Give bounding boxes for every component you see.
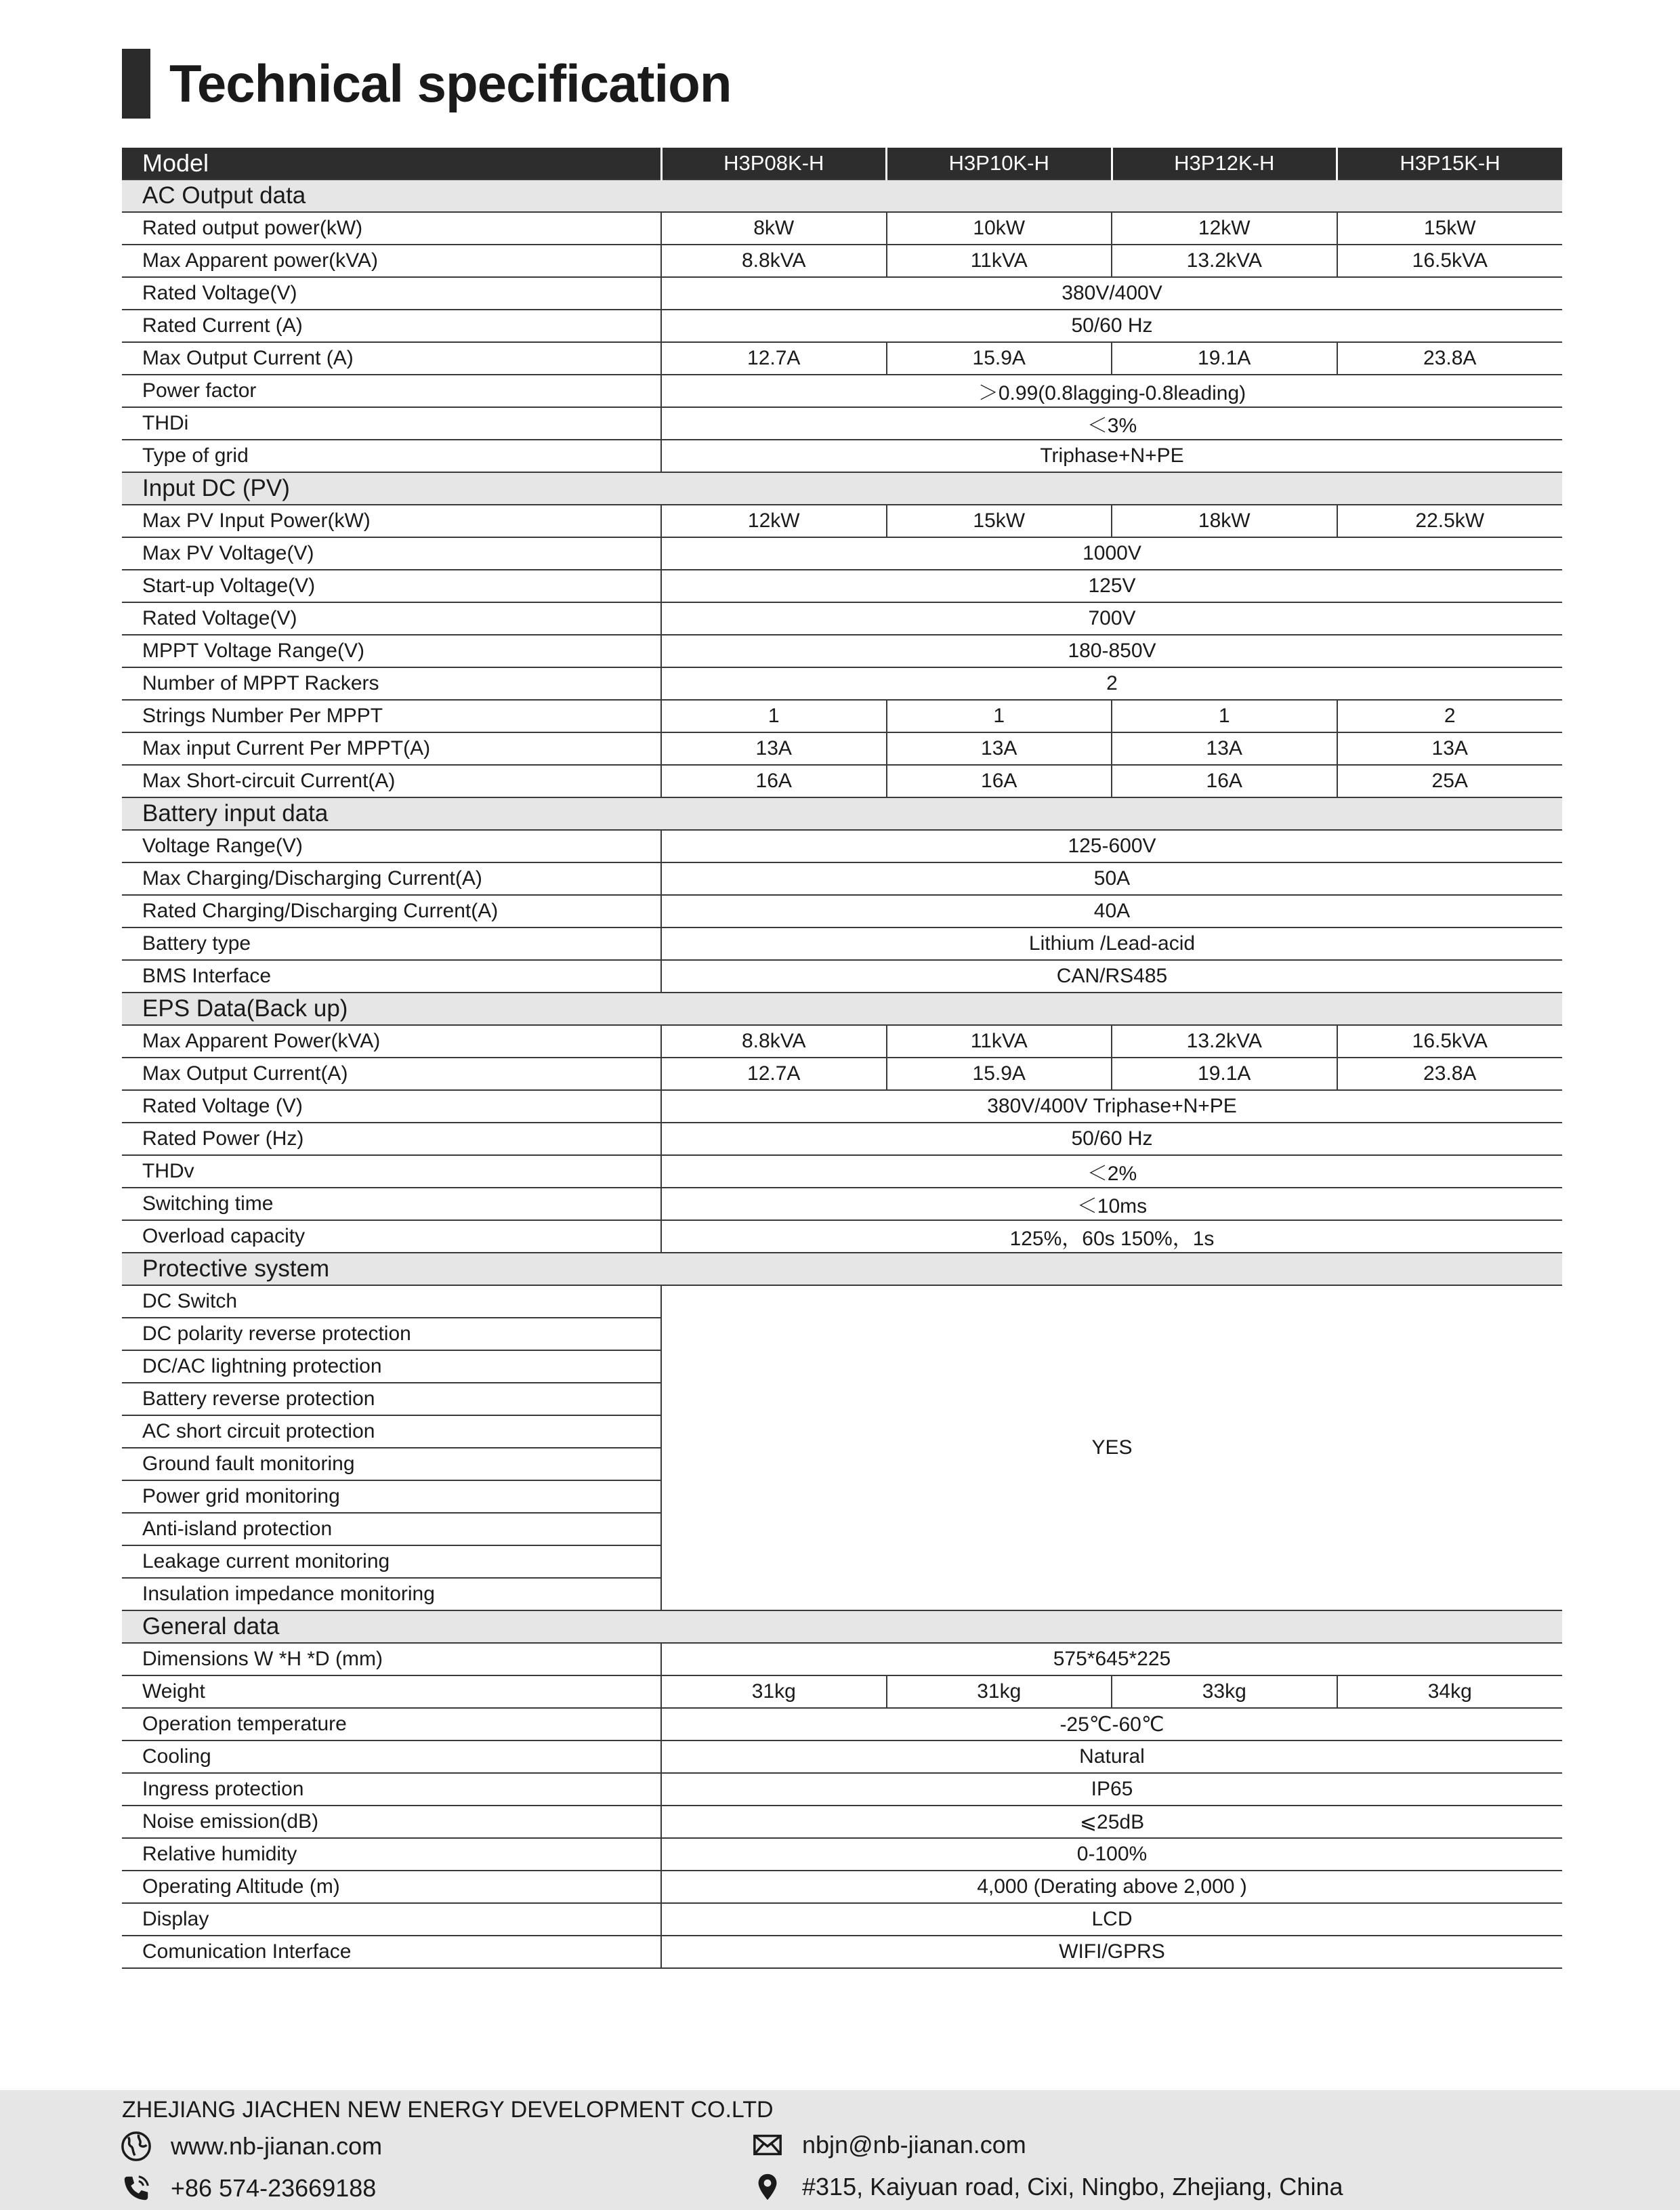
row-value: 16.5kVA (1337, 1025, 1563, 1058)
row-value: 16.5kVA (1337, 245, 1563, 277)
row-value: 23.8A (1337, 342, 1563, 375)
row-label: Insulation impedance monitoring (122, 1578, 661, 1610)
row-value: Lithium /Lead-acid (661, 927, 1562, 960)
model-header-row (122, 148, 1562, 180)
row-label: Power factor (122, 375, 661, 407)
row-value: 16A (887, 765, 1112, 797)
row-label: Number of MPPT Rackers (122, 667, 661, 700)
row-value: 12kW (661, 505, 887, 537)
row-value: ⩽25dB (661, 1806, 1562, 1838)
company-name: ZHEJIANG JIACHEN NEW ENERGY DEVELOPMENT CO.LTD (122, 2097, 774, 2123)
row-label: Rated Voltage (V) (122, 1090, 661, 1123)
row-value: 25A (1337, 765, 1563, 797)
spec-row (122, 1838, 1562, 1871)
spec-row (122, 570, 1562, 602)
row-value: 380V/400V Triphase+N+PE (661, 1090, 1562, 1123)
row-value: 12.7A (661, 342, 887, 375)
spec-row (122, 245, 1562, 277)
row-label: Rated output power(kW) (122, 212, 661, 245)
row-label: BMS Interface (122, 960, 661, 993)
row-value: 125-600V (661, 830, 1562, 862)
row-label: Relative humidity (122, 1838, 661, 1871)
row-value: 13A (887, 732, 1112, 765)
row-label: Anti-island protection (122, 1513, 661, 1545)
footer-website[interactable] (121, 2131, 382, 2162)
row-value: LCD (661, 1903, 1562, 1936)
spec-row (122, 1903, 1562, 1936)
row-value: 10kW (887, 212, 1112, 245)
spec-row (122, 1155, 1562, 1188)
spec-table (122, 148, 1562, 1969)
section-header (122, 472, 1562, 505)
row-value: CAN/RS485 (661, 960, 1562, 993)
spec-row (122, 1025, 1562, 1058)
row-value: ＜2% (661, 1155, 1562, 1188)
row-value: 16A (661, 765, 887, 797)
row-value: 13A (661, 732, 887, 765)
model-name: H3P10K-H (887, 148, 1112, 180)
row-label: Operating Altitude (m) (122, 1871, 661, 1903)
spec-row (122, 1740, 1562, 1773)
protection-value: YES (661, 1285, 1562, 1610)
row-value: 380V/400V (661, 277, 1562, 310)
row-label: Rated Voltage(V) (122, 602, 661, 635)
row-value: ＞0.99(0.8lagging-0.8leading) (661, 375, 1562, 407)
section-header (122, 1610, 1562, 1643)
row-label: Rated Voltage(V) (122, 277, 661, 310)
spec-row (122, 1123, 1562, 1155)
row-value: 1 (661, 700, 887, 732)
row-label: Type of grid (122, 440, 661, 472)
row-value: 15.9A (887, 342, 1112, 375)
row-value: 2 (661, 667, 1562, 700)
row-value: 16A (1112, 765, 1337, 797)
spec-row (122, 895, 1562, 927)
row-label: Ingress protection (122, 1773, 661, 1806)
row-label: Max PV Voltage(V) (122, 537, 661, 570)
model-name: H3P12K-H (1112, 148, 1337, 180)
row-value: -25℃-60℃ (661, 1708, 1562, 1740)
row-value: 31kg (661, 1675, 887, 1708)
row-label: Weight (122, 1675, 661, 1708)
row-value: 34kg (1337, 1675, 1563, 1708)
row-label: AC short circuit protection (122, 1415, 661, 1448)
row-value: 15kW (1337, 212, 1563, 245)
row-value: 8.8kVA (661, 1025, 887, 1058)
row-label: Power grid monitoring (122, 1480, 661, 1513)
footer-phone[interactable] (121, 2173, 376, 2204)
row-value: IP65 (661, 1773, 1562, 1806)
spec-row (122, 1090, 1562, 1123)
spec-row (122, 602, 1562, 635)
row-value: 12kW (1112, 212, 1337, 245)
row-value: 0-100% (661, 1838, 1562, 1871)
section-header (122, 797, 1562, 830)
model-label: Model (122, 148, 661, 180)
row-value: 8.8kVA (661, 245, 887, 277)
row-label: Strings Number Per MPPT (122, 700, 661, 732)
spec-row (122, 765, 1562, 797)
row-value: 700V (661, 602, 1562, 635)
row-label: Max Apparent Power(kVA) (122, 1025, 661, 1058)
model-name: H3P15K-H (1337, 148, 1563, 180)
spec-row (122, 1188, 1562, 1220)
row-label: Rated Charging/Discharging Current(A) (122, 895, 661, 927)
section-header (122, 1253, 1562, 1285)
spec-row (122, 635, 1562, 667)
row-value: 40A (661, 895, 1562, 927)
row-value: 50A (661, 862, 1562, 895)
phone-text: +86 574-23669188 (171, 2174, 377, 2202)
phone-icon (121, 2173, 152, 2204)
spec-row (122, 1220, 1562, 1253)
row-label: Max Output Current(A) (122, 1058, 661, 1090)
row-label: Comunication Interface (122, 1936, 661, 1968)
row-value: 12.7A (661, 1058, 887, 1090)
email-text: nbjn@nb-jianan.com (802, 2131, 1026, 2159)
row-value: 125V (661, 570, 1562, 602)
row-label: THDv (122, 1155, 661, 1188)
row-label: MPPT Voltage Range(V) (122, 635, 661, 667)
row-value: 4,000 (Derating above 2,000 ) (661, 1871, 1562, 1903)
row-value: Triphase+N+PE (661, 440, 1562, 472)
spec-row (122, 732, 1562, 765)
row-value: 13A (1337, 732, 1563, 765)
spec-row (122, 1936, 1562, 1968)
section-header (122, 993, 1562, 1025)
footer-address (752, 2171, 1343, 2203)
spec-row (122, 1708, 1562, 1740)
section-title: AC Output data (122, 180, 1562, 212)
spec-row (122, 960, 1562, 993)
row-label: Overload capacity (122, 1220, 661, 1253)
row-value: Natural (661, 1740, 1562, 1773)
row-label: Rated Power (Hz) (122, 1123, 661, 1155)
row-value: 575*645*225 (661, 1643, 1562, 1675)
row-value: 19.1A (1112, 1058, 1337, 1090)
row-value: 1 (887, 700, 1112, 732)
section-header (122, 180, 1562, 212)
spec-row (122, 1675, 1562, 1708)
section-title: Protective system (122, 1253, 1562, 1285)
row-label: Start-up Voltage(V) (122, 570, 661, 602)
row-value: 15kW (887, 505, 1112, 537)
address-text: #315, Kaiyuan road, Cixi, Ningbo, Zhejiang, China (802, 2173, 1343, 2201)
section-title: General data (122, 1610, 1562, 1643)
row-label: Ground fault monitoring (122, 1448, 661, 1480)
row-value: 1 (1112, 700, 1337, 732)
globe-icon (121, 2131, 152, 2162)
row-value: 11kVA (887, 1025, 1112, 1058)
row-label: DC polarity reverse protection (122, 1318, 661, 1350)
spec-row (122, 927, 1562, 960)
model-name: H3P08K-H (661, 148, 887, 180)
row-value: 50/60 Hz (661, 310, 1562, 342)
row-value: 125%，60s 150%，1s (661, 1220, 1562, 1253)
row-value: 22.5kW (1337, 505, 1563, 537)
location-pin-icon (752, 2171, 783, 2203)
row-value: 15.9A (887, 1058, 1112, 1090)
mail-icon (752, 2129, 783, 2161)
row-label: Cooling (122, 1740, 661, 1773)
row-label: Leakage current monitoring (122, 1545, 661, 1578)
spec-row (122, 505, 1562, 537)
row-label: Noise emission(dB) (122, 1806, 661, 1838)
row-value: 33kg (1112, 1675, 1337, 1708)
spec-row (122, 1773, 1562, 1806)
row-value: 23.8A (1337, 1058, 1563, 1090)
spec-row (122, 212, 1562, 245)
section-title: Input DC (PV) (122, 472, 1562, 505)
row-value: 8kW (661, 212, 887, 245)
page-title: Technical specification (169, 54, 732, 113)
row-value: 11kVA (887, 245, 1112, 277)
row-value: ＜10ms (661, 1188, 1562, 1220)
spec-row (122, 1871, 1562, 1903)
spec-row (122, 1643, 1562, 1675)
row-value: 19.1A (1112, 342, 1337, 375)
spec-row (122, 440, 1562, 472)
row-label: Display (122, 1903, 661, 1936)
footer-email[interactable] (752, 2129, 1026, 2161)
row-value: 31kg (887, 1675, 1112, 1708)
row-value: 13.2kVA (1112, 1025, 1337, 1058)
spec-row (122, 310, 1562, 342)
row-label: Max Output Current (A) (122, 342, 661, 375)
spec-row (122, 1058, 1562, 1090)
row-label: Switching time (122, 1188, 661, 1220)
spec-row (122, 375, 1562, 407)
section-title: Battery input data (122, 797, 1562, 830)
row-value: 13A (1112, 732, 1337, 765)
row-label: Dimensions W *H *D (mm) (122, 1643, 661, 1675)
row-value: WIFI/GPRS (661, 1936, 1562, 1968)
spec-row (122, 1285, 1562, 1318)
row-label: Battery type (122, 927, 661, 960)
row-value: ＜3% (661, 407, 1562, 440)
spec-row (122, 1806, 1562, 1838)
spec-row (122, 700, 1562, 732)
spec-row (122, 537, 1562, 570)
title-accent-bar (122, 49, 150, 119)
spec-row (122, 277, 1562, 310)
row-value: 1000V (661, 537, 1562, 570)
row-label: DC Switch (122, 1285, 661, 1318)
row-label: Max Charging/Discharging Current(A) (122, 862, 661, 895)
section-title: EPS Data(Back up) (122, 993, 1562, 1025)
row-label: Voltage Range(V) (122, 830, 661, 862)
row-value: 18kW (1112, 505, 1337, 537)
row-label: Max Apparent power(kVA) (122, 245, 661, 277)
spec-row (122, 407, 1562, 440)
spec-row (122, 667, 1562, 700)
row-value: 180-850V (661, 635, 1562, 667)
row-label: Rated Current (A) (122, 310, 661, 342)
website-text: www.nb-jianan.com (171, 2132, 383, 2160)
row-label: Max Short-circuit Current(A) (122, 765, 661, 797)
row-label: Max input Current Per MPPT(A) (122, 732, 661, 765)
spec-row (122, 830, 1562, 862)
row-label: Max PV Input Power(kW) (122, 505, 661, 537)
spec-row (122, 862, 1562, 895)
row-value: 50/60 Hz (661, 1123, 1562, 1155)
row-value: 2 (1337, 700, 1563, 732)
row-label: THDi (122, 407, 661, 440)
row-label: Operation temperature (122, 1708, 661, 1740)
row-label: DC/AC lightning protection (122, 1350, 661, 1383)
row-value: 13.2kVA (1112, 245, 1337, 277)
row-label: Battery reverse protection (122, 1383, 661, 1415)
spec-row (122, 342, 1562, 375)
